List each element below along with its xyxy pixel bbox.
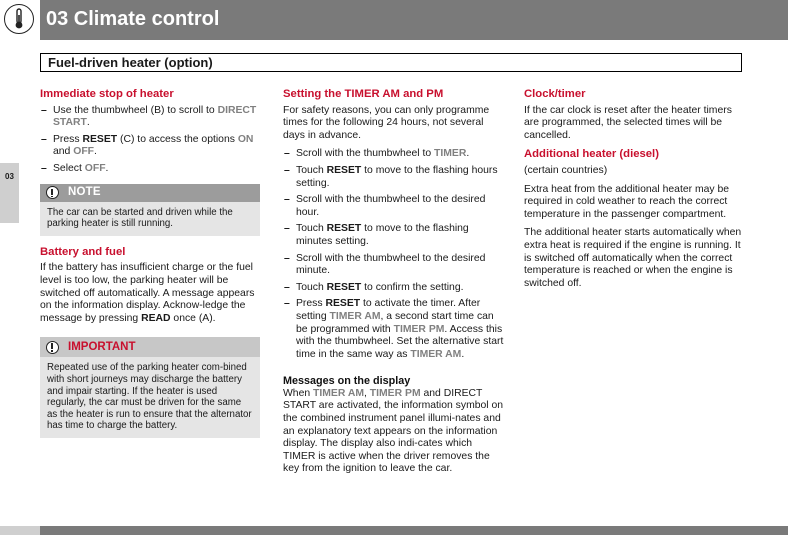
list-item: – Press RESET to activate the timer. After setting TIMER AM, a second start time can be programmed with TIMER PM. Access this with the thumbwheel. Set the alternative start time in the same way as TIMER AM. [283, 298, 505, 361]
thermometer-icon [4, 4, 34, 34]
clock-timer-heading: Clock/timer [524, 88, 586, 100]
warning-icon [46, 341, 59, 354]
chapter-side-tab: 03 [0, 163, 19, 223]
timer-intro: For safety reasons, you can only programme times for the following 24 hours, not several days in advance. [283, 104, 490, 141]
list-item: – Touch RESET to confirm the setting. [283, 282, 505, 295]
list-item: – Select OFF. [40, 163, 260, 176]
battery-paragraph: If the battery has insufficient charge or the fuel level is too low, the parking heater will be switched off automatically. A message appears on the information display. Acknow-ledge the message by pressing READ once (A). [40, 262, 255, 324]
column-1 [40, 88, 260, 438]
list-item: – Use the thumbwheel (B) to scroll to DIRECT START. [40, 105, 260, 130]
note-box [40, 184, 260, 236]
note-text: The car can be started and driven while the parking heater is still running. [47, 206, 233, 230]
important-header [40, 337, 260, 357]
important-text: Repeated use of the parking heater com-bined with short journeys may discharge the battery and impair starting. If the heater is used regularly, the car must be driven for the same as the heater is run to ensure that the alternator has time to charge the battery. [47, 362, 252, 432]
immediate-stop-heading: Immediate stop of heater [40, 88, 174, 100]
note-label: NOTE [68, 186, 101, 199]
info-icon [46, 186, 59, 199]
important-label: IMPORTANT [68, 341, 136, 354]
messages-paragraph: When TIMER AM, TIMER PM and DIRECT START are activated, the information symbol on the combined instrument panel illumi-nates and an explanatory text appears on the information display. The display also indi-cates which TIMER is active when the driver removes the key from the ignition to leave the car. [283, 387, 504, 475]
chapter-icon-box [0, 0, 40, 40]
clock-timer-paragraph: If the car clock is reset after the heater timers are programmed, the selected times will be cancelled. [524, 104, 732, 141]
section-heading: Fuel-driven heater (option) [40, 53, 742, 72]
battery-heading: Battery and fuel [40, 245, 126, 258]
additional-heater-heading: Additional heater (diesel) [524, 148, 659, 161]
chapter-title: 03 Climate control [46, 8, 220, 30]
list-item: – Scroll with the thumbwheel to TIMER. [283, 148, 505, 161]
list-item: – Press RESET (C) to access the options ON and OFF. [40, 134, 260, 159]
column-3 [524, 88, 748, 296]
additional-heater-note: (certain countries) [524, 164, 608, 176]
list-item: – Touch RESET to move to the flashing minutes setting. [283, 223, 505, 248]
important-box [40, 337, 260, 438]
messages-heading: Messages on the display [283, 375, 411, 388]
list-item: – Touch RESET to move to the flashing hours setting. [283, 165, 505, 190]
column-2 [283, 88, 505, 482]
list-item: – Scroll with the thumbwheel to the desired hour. [283, 194, 505, 219]
list-item: – Scroll with the thumbwheel to the desired minute. [283, 253, 505, 278]
page-footer-bar [0, 526, 788, 535]
timer-heading: Setting the TIMER AM and PM [283, 88, 444, 100]
page-number-box [0, 526, 40, 535]
note-header [40, 184, 260, 202]
additional-heater-paragraph-1: Extra heat from the additional heater may be required in cold weather to reach the correct temperature in the passenger compartment. [524, 183, 730, 220]
additional-heater-paragraph-2: The additional heater starts automatically when extra heat is required if the engine is running. It is switched off automatically when the correct temperature is reached or when the engine is switched off. [524, 227, 742, 289]
immediate-stop-list [40, 105, 260, 176]
timer-steps-list [283, 148, 505, 361]
chapter-header [0, 0, 788, 40]
